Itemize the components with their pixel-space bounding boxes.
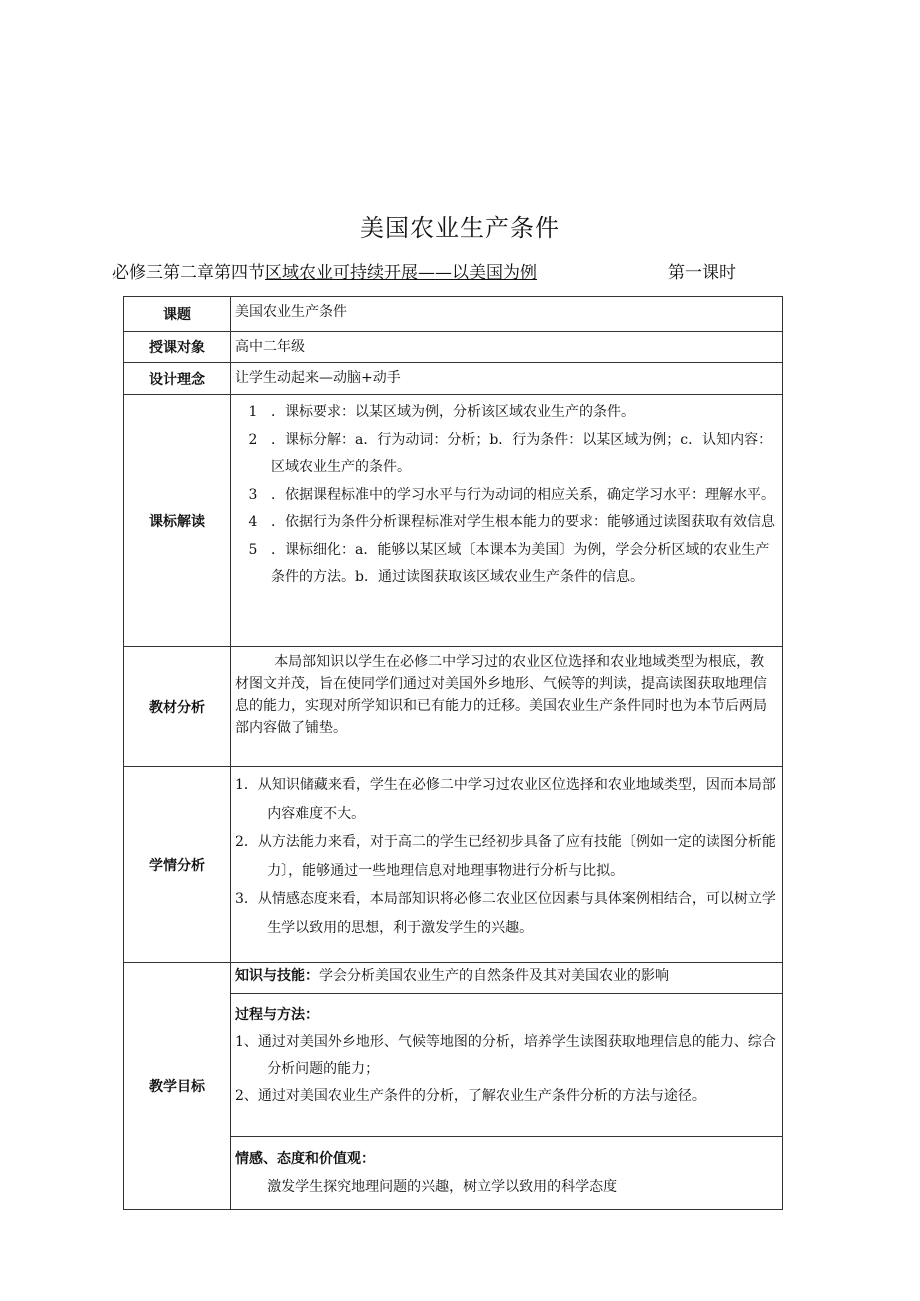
list-item: 1．从知识储藏来看，学生在必修二中学习过农业区位选择和农业地域类型，因而本局部内容难度不大。	[235, 777, 776, 822]
goal-knowledge	[231, 963, 782, 994]
lesson-plan-table	[123, 296, 783, 1210]
table-row-textbook	[124, 647, 783, 767]
item-number: 3	[248, 486, 258, 503]
audience-value: 高中二年级	[231, 332, 783, 363]
table-row-topic	[124, 297, 783, 332]
list-item	[235, 537, 778, 592]
table-row-concept	[124, 363, 783, 395]
goal-heading: 情感、态度和价值观：	[235, 1151, 375, 1167]
goal-heading: 过程与方法：	[235, 1007, 319, 1023]
table-row-students	[124, 767, 783, 963]
row-label: 设计理念	[124, 363, 231, 395]
lesson-number: 第一课时	[668, 263, 736, 283]
document-title: 美国农业生产条件	[360, 214, 560, 242]
list-item: 2．从方法能力来看，对于高二的学生已经初步具备了应有技能〔例如一定的读图分析能力〕，能够通过一些地理信息对地理事物进行分析与比拟。	[235, 834, 776, 879]
row-label: 学情分析	[124, 767, 231, 963]
list-item: 3．从情感态度来看，本局部知识将必修二农业区位因素与具体案例相结合，可以树立学生学以致用的思想，利于激发学生的兴趣。	[235, 891, 776, 936]
goal-heading: 知识与技能：	[235, 968, 319, 984]
goal-process	[231, 994, 782, 1137]
item-text: ．依据课程标准中的学习水平与行为动词的相应关系，确定学习水平：理解水平。	[271, 486, 775, 503]
table-row-goals	[124, 963, 783, 1210]
table-row-standards	[124, 395, 783, 647]
topic-value: 美国农业生产条件	[231, 297, 783, 332]
item-text: ．课标分解：a．行为动词：分析；b．行为条件：以某区域为例；c．认知内容：区域农业生产的条件。	[271, 431, 773, 475]
subtitle	[112, 258, 752, 283]
subtitle-section-name: 区域农业可持续开展——以美国为例	[265, 263, 537, 283]
item-number: 4	[248, 514, 258, 530]
list-item	[235, 427, 778, 482]
standards-list	[231, 395, 783, 647]
goal-emotion	[231, 1137, 782, 1209]
teaching-goals	[231, 963, 783, 1210]
row-label: 授课对象	[124, 332, 231, 363]
row-label: 课标解读	[124, 395, 231, 647]
row-label: 课题	[124, 297, 231, 332]
list-item	[235, 509, 778, 537]
textbook-analysis: 本局部知识以学生在必修二中学习过的农业区位选择和农业地域类型为根底，教材图文并茂，旨在使同学们通过对美国外乡地形、气候等的判读，提高读图获取地理信息的能力，实现对所学知识和已有能力的迁移。美国农业生产条件同时也为本节后两局部内容做了铺垫。	[231, 647, 783, 767]
list-item: 2、通过对美国农业生产条件的分析，了解农业生产条件分析的方法与途径。	[235, 1088, 706, 1104]
row-label: 教材分析	[124, 647, 231, 767]
student-analysis-list	[231, 767, 783, 963]
item-text: ．课标要求：以某区域为例，分析该区域农业生产的条件。	[271, 404, 635, 420]
list-item	[235, 399, 778, 427]
item-number: 5	[248, 541, 258, 558]
goal-text: 学会分析美国农业生产的自然条件及其对美国农业的影响	[319, 968, 669, 984]
item-text: ．依据行为条件分析课程标准对学生根本能力的要求：能够通过读图获取有效信息	[271, 514, 775, 530]
concept-value: 让学生动起来—动脑+动手	[231, 363, 783, 395]
goal-text: 激发学生探究地理问题的兴趣，树立学以致用的科学态度	[267, 1179, 618, 1195]
subtitle-prefix: 必修三第二章第四节	[112, 263, 265, 283]
list-item: 1、通过对美国外乡地形、气候等地图的分析，培养学生读图获取地理信息的能力、综合分析问题的能力；	[235, 1034, 776, 1077]
table-row-audience	[124, 332, 783, 363]
item-number: 2	[248, 431, 258, 448]
list-item	[235, 482, 778, 510]
item-text: ．课标细化：a．能够以某区域〔本课本为美国〕为例，学会分析区域的农业生产条件的方法。b．通过读图获取该区域农业生产条件的信息。	[271, 541, 770, 585]
item-number: 1	[248, 404, 258, 420]
row-label: 教学目标	[124, 963, 231, 1210]
